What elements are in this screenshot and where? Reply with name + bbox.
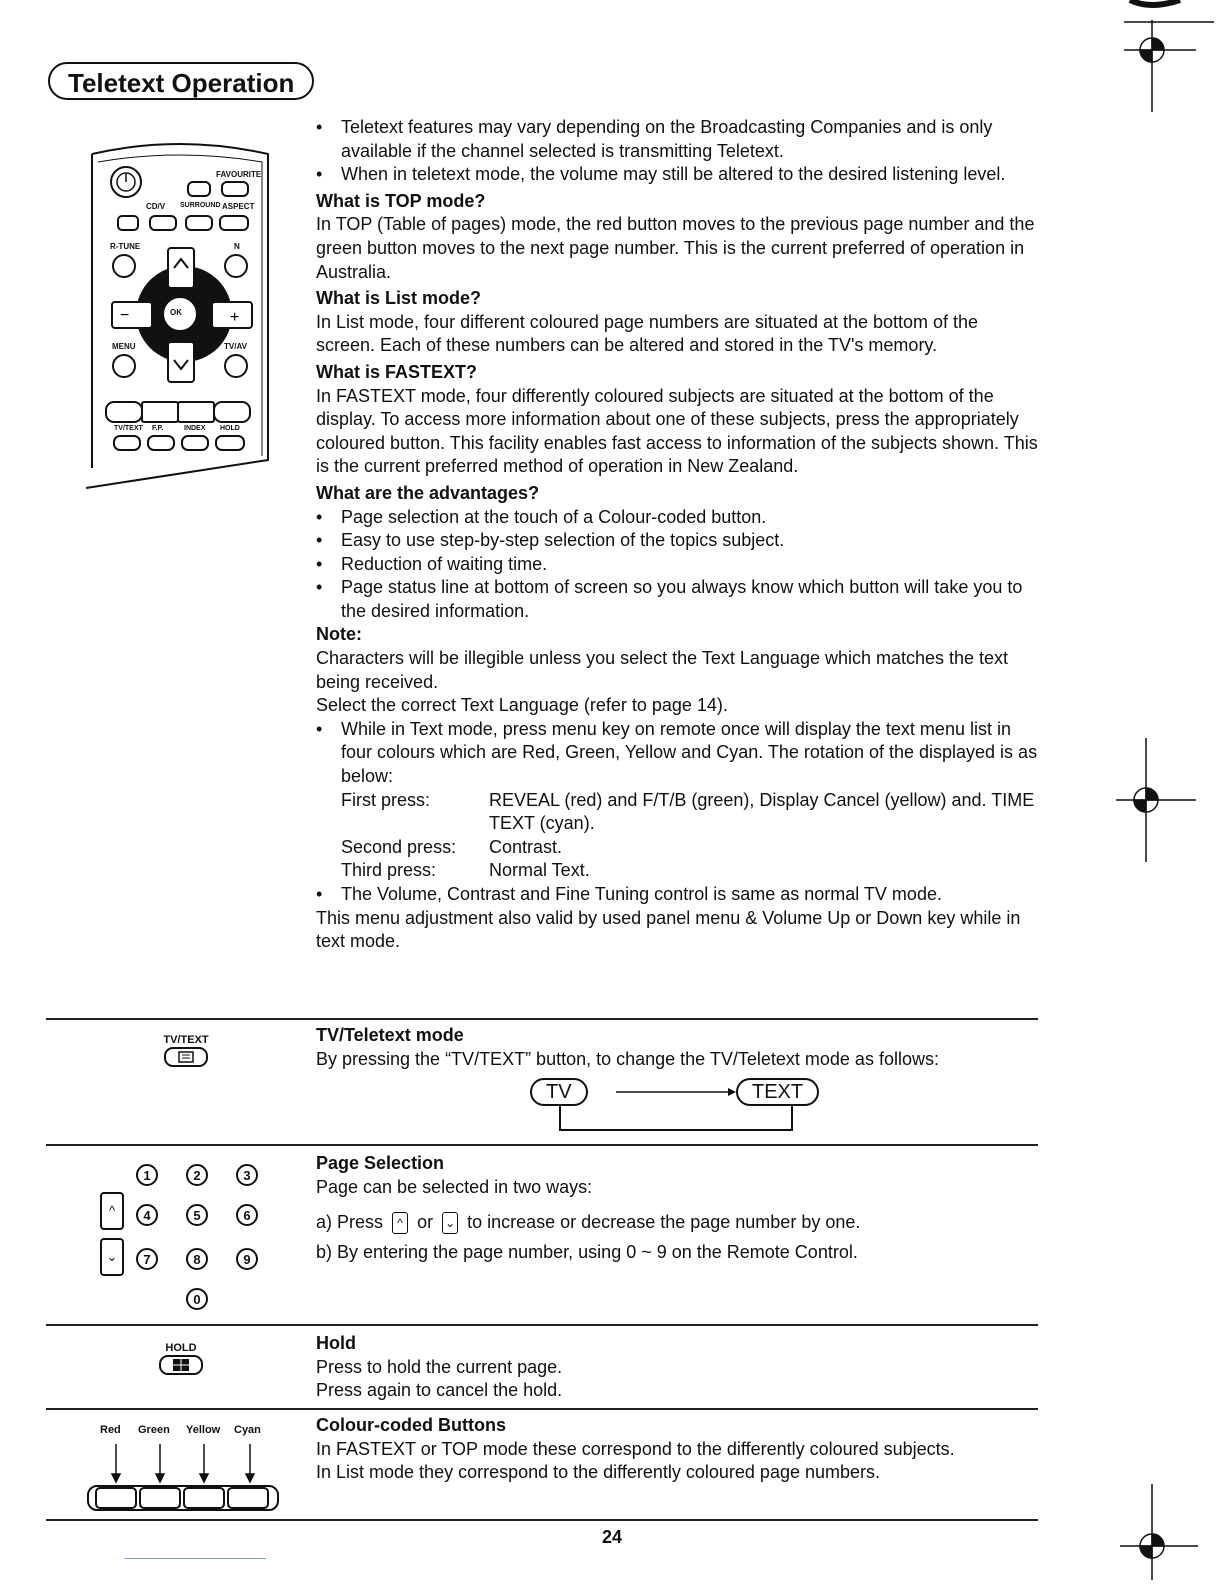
page-selection-heading: Page Selection: [316, 1153, 445, 1173]
list-mode-heading: What is List mode?: [316, 288, 482, 309]
fp-label: F.P.: [152, 425, 164, 432]
list-item: • While in Text mode, press menu key on remote once will display the text menu list in four colours which are Red, Green, Yellow and Cyan. The rotation of the displayed is as below:: [316, 718, 1042, 789]
cyan-label: Cyan: [234, 1424, 261, 1436]
hold-button-illustration: [156, 1342, 206, 1381]
tv-text-icon-label: TV/TEXT: [163, 1034, 209, 1046]
svg-text:−: −: [120, 307, 130, 324]
option-a-or: or: [417, 1212, 434, 1233]
cd-av-label: CD/V: [146, 202, 166, 211]
advantages-heading: What are the advantages?: [316, 482, 540, 503]
green-label: Green: [138, 1424, 170, 1436]
tv-teletext-heading: TV/Teletext mode: [316, 1025, 464, 1045]
tv-teletext-text: By pressing the “TV/TEXT” button, to change the TV/Teletext mode as follows:: [316, 1048, 939, 1069]
digit-key: 5: [186, 1204, 208, 1226]
colour-buttons-drawing: [86, 1422, 282, 1516]
tv-av-label: TV/AV: [224, 342, 247, 351]
divider: [46, 1018, 1038, 1020]
press-table: [316, 789, 1042, 883]
tv-text-diagram: [530, 1078, 830, 1136]
note-list-2: [316, 883, 1042, 907]
page-up-key: ^: [100, 1192, 124, 1230]
page-selection-a: [316, 1211, 1042, 1235]
red-label: Red: [100, 1424, 121, 1436]
registration-marks: [1110, 0, 1224, 1584]
press-value: Normal Text.: [489, 860, 590, 881]
list-item: • Reduction of waiting time.: [316, 553, 1042, 577]
hold-label: HOLD: [220, 425, 240, 432]
fastext-heading: What is FASTEXT?: [316, 361, 478, 382]
up-key-icon: ^: [392, 1212, 408, 1234]
divider: [46, 1324, 1038, 1326]
top-mode-heading: What is TOP mode?: [316, 190, 486, 211]
index-label: INDEX: [184, 425, 206, 432]
surround-label: SURROUND: [180, 202, 221, 209]
hold-icon-label: HOLD: [165, 1342, 197, 1354]
remote-control-illustration: [84, 138, 274, 490]
option-a-suffix: to increase or decrease the page number by one.: [467, 1212, 861, 1233]
hold-line1: Press to hold the current page.: [316, 1356, 563, 1377]
digit-key: 0: [186, 1288, 208, 1310]
list-item: • Page selection at the touch of a Colour-coded button.: [316, 506, 1042, 530]
page-title: Teletext Operation: [48, 62, 314, 100]
press-label: First press:: [341, 789, 431, 810]
crosshair-icon: [1116, 738, 1196, 862]
tv-teletext-section: [316, 1024, 1042, 1071]
svg-text:+: +: [230, 309, 240, 326]
list-item: • The Volume, Contrast and Fine Tuning control is same as normal TV mode.: [316, 883, 1042, 907]
digit-key: 3: [236, 1164, 258, 1186]
digit-key: 2: [186, 1164, 208, 1186]
colour-buttons-line1: In FASTEXT or TOP mode these correspond to the differently coloured subjects.: [316, 1438, 955, 1459]
top-mode-text: In TOP (Table of pages) mode, the red button moves to the previous page number and the green button moves to the next page number. This is the current preferred of operation in Australia.: [316, 214, 1035, 282]
tv-text-arrows: [530, 1078, 830, 1136]
text-pill: TEXT: [736, 1078, 819, 1106]
press-label: Second press:: [341, 836, 457, 857]
colour-buttons-section: [316, 1414, 1042, 1485]
footer-rule: [124, 1558, 266, 1559]
hold-heading: Hold: [316, 1333, 356, 1353]
ok-label: OK: [170, 308, 182, 317]
tv-text-button-illustration: [156, 1034, 216, 1073]
rtune-label: R-TUNE: [110, 242, 141, 251]
tv-pill: TV: [530, 1078, 588, 1106]
page-down-key: ⌄: [100, 1238, 124, 1276]
note-tail: This menu adjustment also valid by used panel menu & Volume Up or Down key while in text mode.: [316, 907, 1021, 952]
digit-key: 4: [136, 1204, 158, 1226]
menu-label: MENU: [112, 342, 136, 351]
page-selection-section: [316, 1152, 1042, 1264]
divider: [46, 1519, 1038, 1521]
digit-key: 8: [186, 1248, 208, 1270]
digit-key: 1: [136, 1164, 158, 1186]
page-selection-b: b) By entering the page number, using 0 ~ 9 on the Remote Control.: [316, 1241, 858, 1262]
note-heading: Note:: [316, 624, 362, 645]
press-label: Third press:: [341, 860, 437, 881]
note-line2: Select the correct Text Language (refer to page 14).: [316, 695, 728, 716]
note-list: [316, 718, 1042, 789]
divider: [46, 1408, 1038, 1410]
digit-key: 9: [236, 1248, 258, 1270]
page-selection-intro: Page can be selected in two ways:: [316, 1176, 593, 1197]
colour-buttons-line2: In List mode they correspond to the differently coloured page numbers.: [316, 1462, 881, 1483]
press-value: REVEAL (red) and F/T/B (green), Display Cancel (yellow) and. TIME TEXT (cyan).: [489, 789, 1035, 834]
down-key-icon: ⌄: [442, 1212, 458, 1234]
main-content: [316, 116, 1042, 954]
page-number: 24: [601, 1527, 623, 1547]
note-line1: Characters will be illegible unless you select the Text Language which matches the text being received.: [316, 648, 1009, 692]
hold-section: [316, 1332, 1042, 1403]
fastext-text: In FASTEXT mode, four differently coloured subjects are situated at the bottom of the display. To access more information about one of these subjects, press the appropriately coloured button. This facility enables fast access to information of the subjects shown. This is the current preferred method of operation in New Zealand.: [316, 385, 1038, 477]
digit-key: 7: [136, 1248, 158, 1270]
aspect-label: ASPECT: [222, 202, 255, 211]
option-a-prefix: a) Press: [316, 1212, 384, 1233]
colour-buttons-illustration: [86, 1422, 282, 1516]
list-item: • When in teletext mode, the volume may still be altered to the desired listening level.: [316, 163, 1042, 187]
list-mode-text: In List mode, four different coloured page numbers are situated at the bottom of the screen. Each of these numbers can be altered and stored in the TV's memory.: [316, 311, 979, 356]
hold-button-icon: [158, 1354, 204, 1376]
intro-list: [316, 116, 1042, 187]
digit-key: 6: [236, 1204, 258, 1226]
list-item: • Page status line at bottom of screen so you always know which button will take you to the desired information.: [316, 576, 1042, 623]
yellow-label: Yellow: [186, 1424, 221, 1436]
tv-text-button-icon: [163, 1046, 209, 1068]
press-value: Contrast.: [489, 836, 563, 857]
tv-text-label: TV/TEXT: [114, 425, 143, 432]
colour-buttons-heading: Colour-coded Buttons: [316, 1415, 506, 1435]
crosshair-icon: [1124, 20, 1214, 112]
number-keypad-illustration: [96, 1160, 276, 1320]
n-label: N: [234, 242, 240, 251]
list-item: • Teletext features may vary depending on the Broadcasting Companies and is only available if the channel selected is transmitting Teletext.: [316, 116, 1042, 163]
hold-line2: Press again to cancel the hold.: [316, 1380, 563, 1401]
favourite-label: FAVOURITE: [216, 170, 262, 179]
divider: [46, 1144, 1038, 1146]
list-item: • Easy to use step-by-step selection of the topics subject.: [316, 529, 1042, 553]
advantages-list: [316, 506, 1042, 624]
